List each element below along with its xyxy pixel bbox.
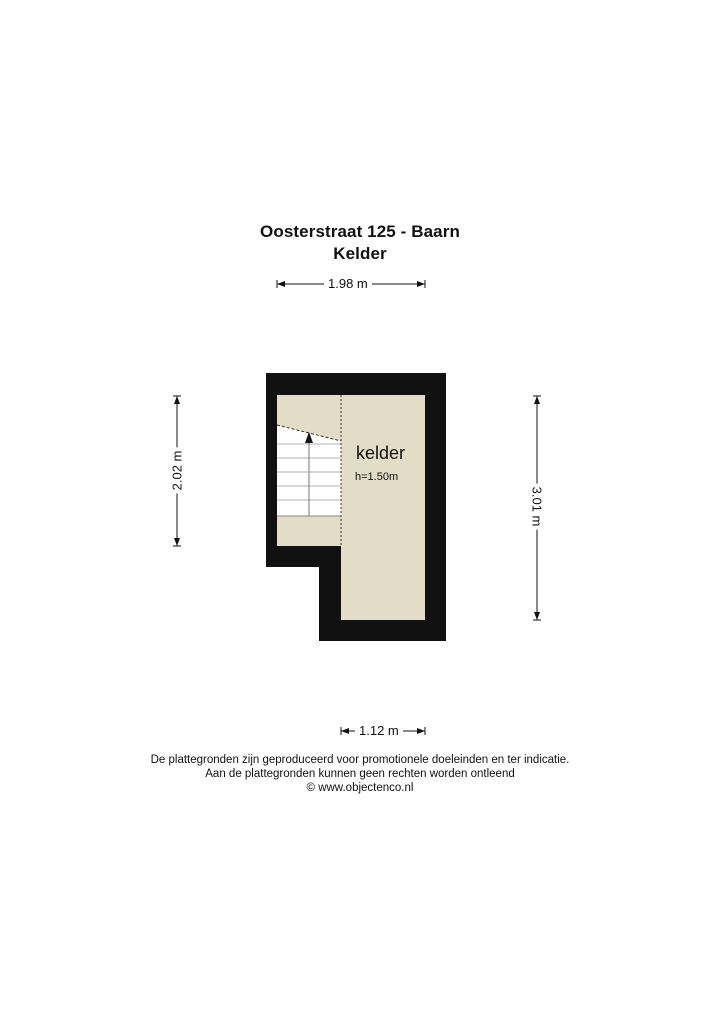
bottom-dimension-label: 1.12 m bbox=[355, 723, 403, 738]
right-dimension-label: 3.01 m bbox=[529, 484, 544, 530]
floor-name: Kelder bbox=[333, 244, 387, 263]
left-dimension-label: 2.02 m bbox=[169, 448, 184, 494]
room-height: h=1.50m bbox=[355, 471, 399, 483]
disclaimer-line-2: Aan de plattegronden kunnen geen rechten worden ontleend bbox=[205, 768, 515, 780]
top-dimension-label: 1.98 m bbox=[324, 276, 372, 291]
copyright-line: © www.objectenco.nl bbox=[306, 782, 414, 794]
disclaimer-line-1: De plattegronden zijn geproduceerd voor promotionele doeleinden en ter indicatie. bbox=[150, 754, 570, 766]
staircase bbox=[277, 425, 341, 516]
room-name: kelder bbox=[356, 443, 406, 463]
plan-title: Oosterstraat 125 - Baarn bbox=[260, 222, 460, 241]
